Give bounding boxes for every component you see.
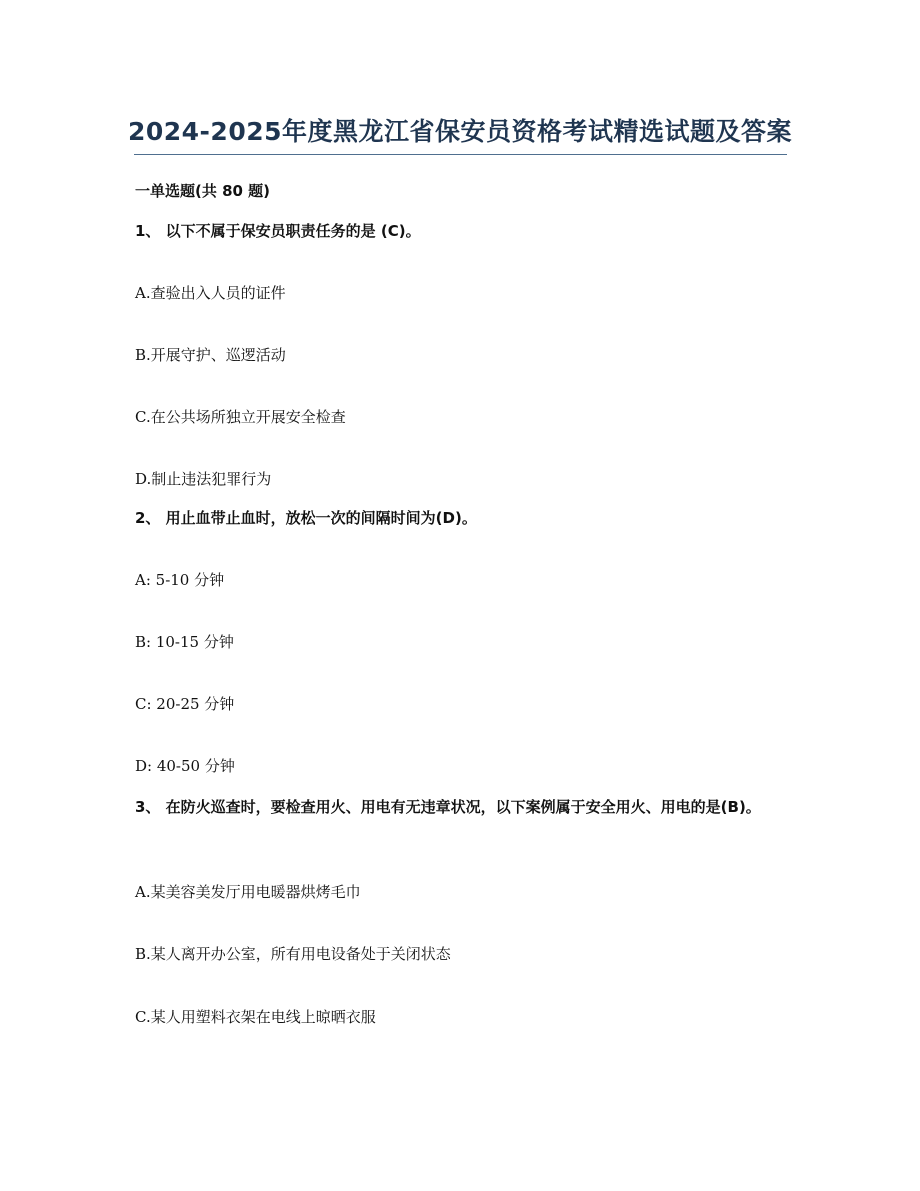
- question-3-stem: 3、 在防火巡查时，要检查用火、用电有无违章状况，以下案例属于安全用火、用电的是(B)。: [135, 798, 761, 816]
- question-2-stem: 2、 用止血带止血时，放松一次的间隔时间为(D)。: [135, 509, 477, 527]
- title-divider: [134, 154, 787, 155]
- question-2-option-a: A: 5-10 分钟: [135, 571, 225, 589]
- question-1-option-c: C.在公共场所独立开展安全检查: [135, 408, 346, 426]
- question-2-option-b: B: 10-15 分钟: [135, 633, 234, 651]
- question-3-option-a: A.某美容美发厅用电暖器烘烤毛巾: [135, 883, 361, 901]
- page-title: 2024-2025年度黑龙江省保安员资格考试精选试题及答案: [127, 117, 793, 146]
- question-1-option-d: D.制止违法犯罪行为: [135, 470, 272, 488]
- question-3-option-b: B.某人离开办公室，所有用电设备处于关闭状态: [135, 945, 451, 963]
- question-1-option-b: B.开展守护、巡逻活动: [135, 346, 286, 364]
- section-heading: 一单选题(共 80 题): [135, 182, 271, 200]
- question-3-option-c: C.某人用塑料衣架在电线上晾晒衣服: [135, 1008, 376, 1026]
- question-2-option-c: C: 20-25 分钟: [135, 695, 235, 713]
- question-1-option-a: A.查验出入人员的证件: [135, 284, 286, 302]
- question-2-option-d: D: 40-50 分钟: [135, 757, 235, 775]
- question-1-stem: 1、 以下不属于保安员职责任务的是 (C)。: [135, 222, 421, 240]
